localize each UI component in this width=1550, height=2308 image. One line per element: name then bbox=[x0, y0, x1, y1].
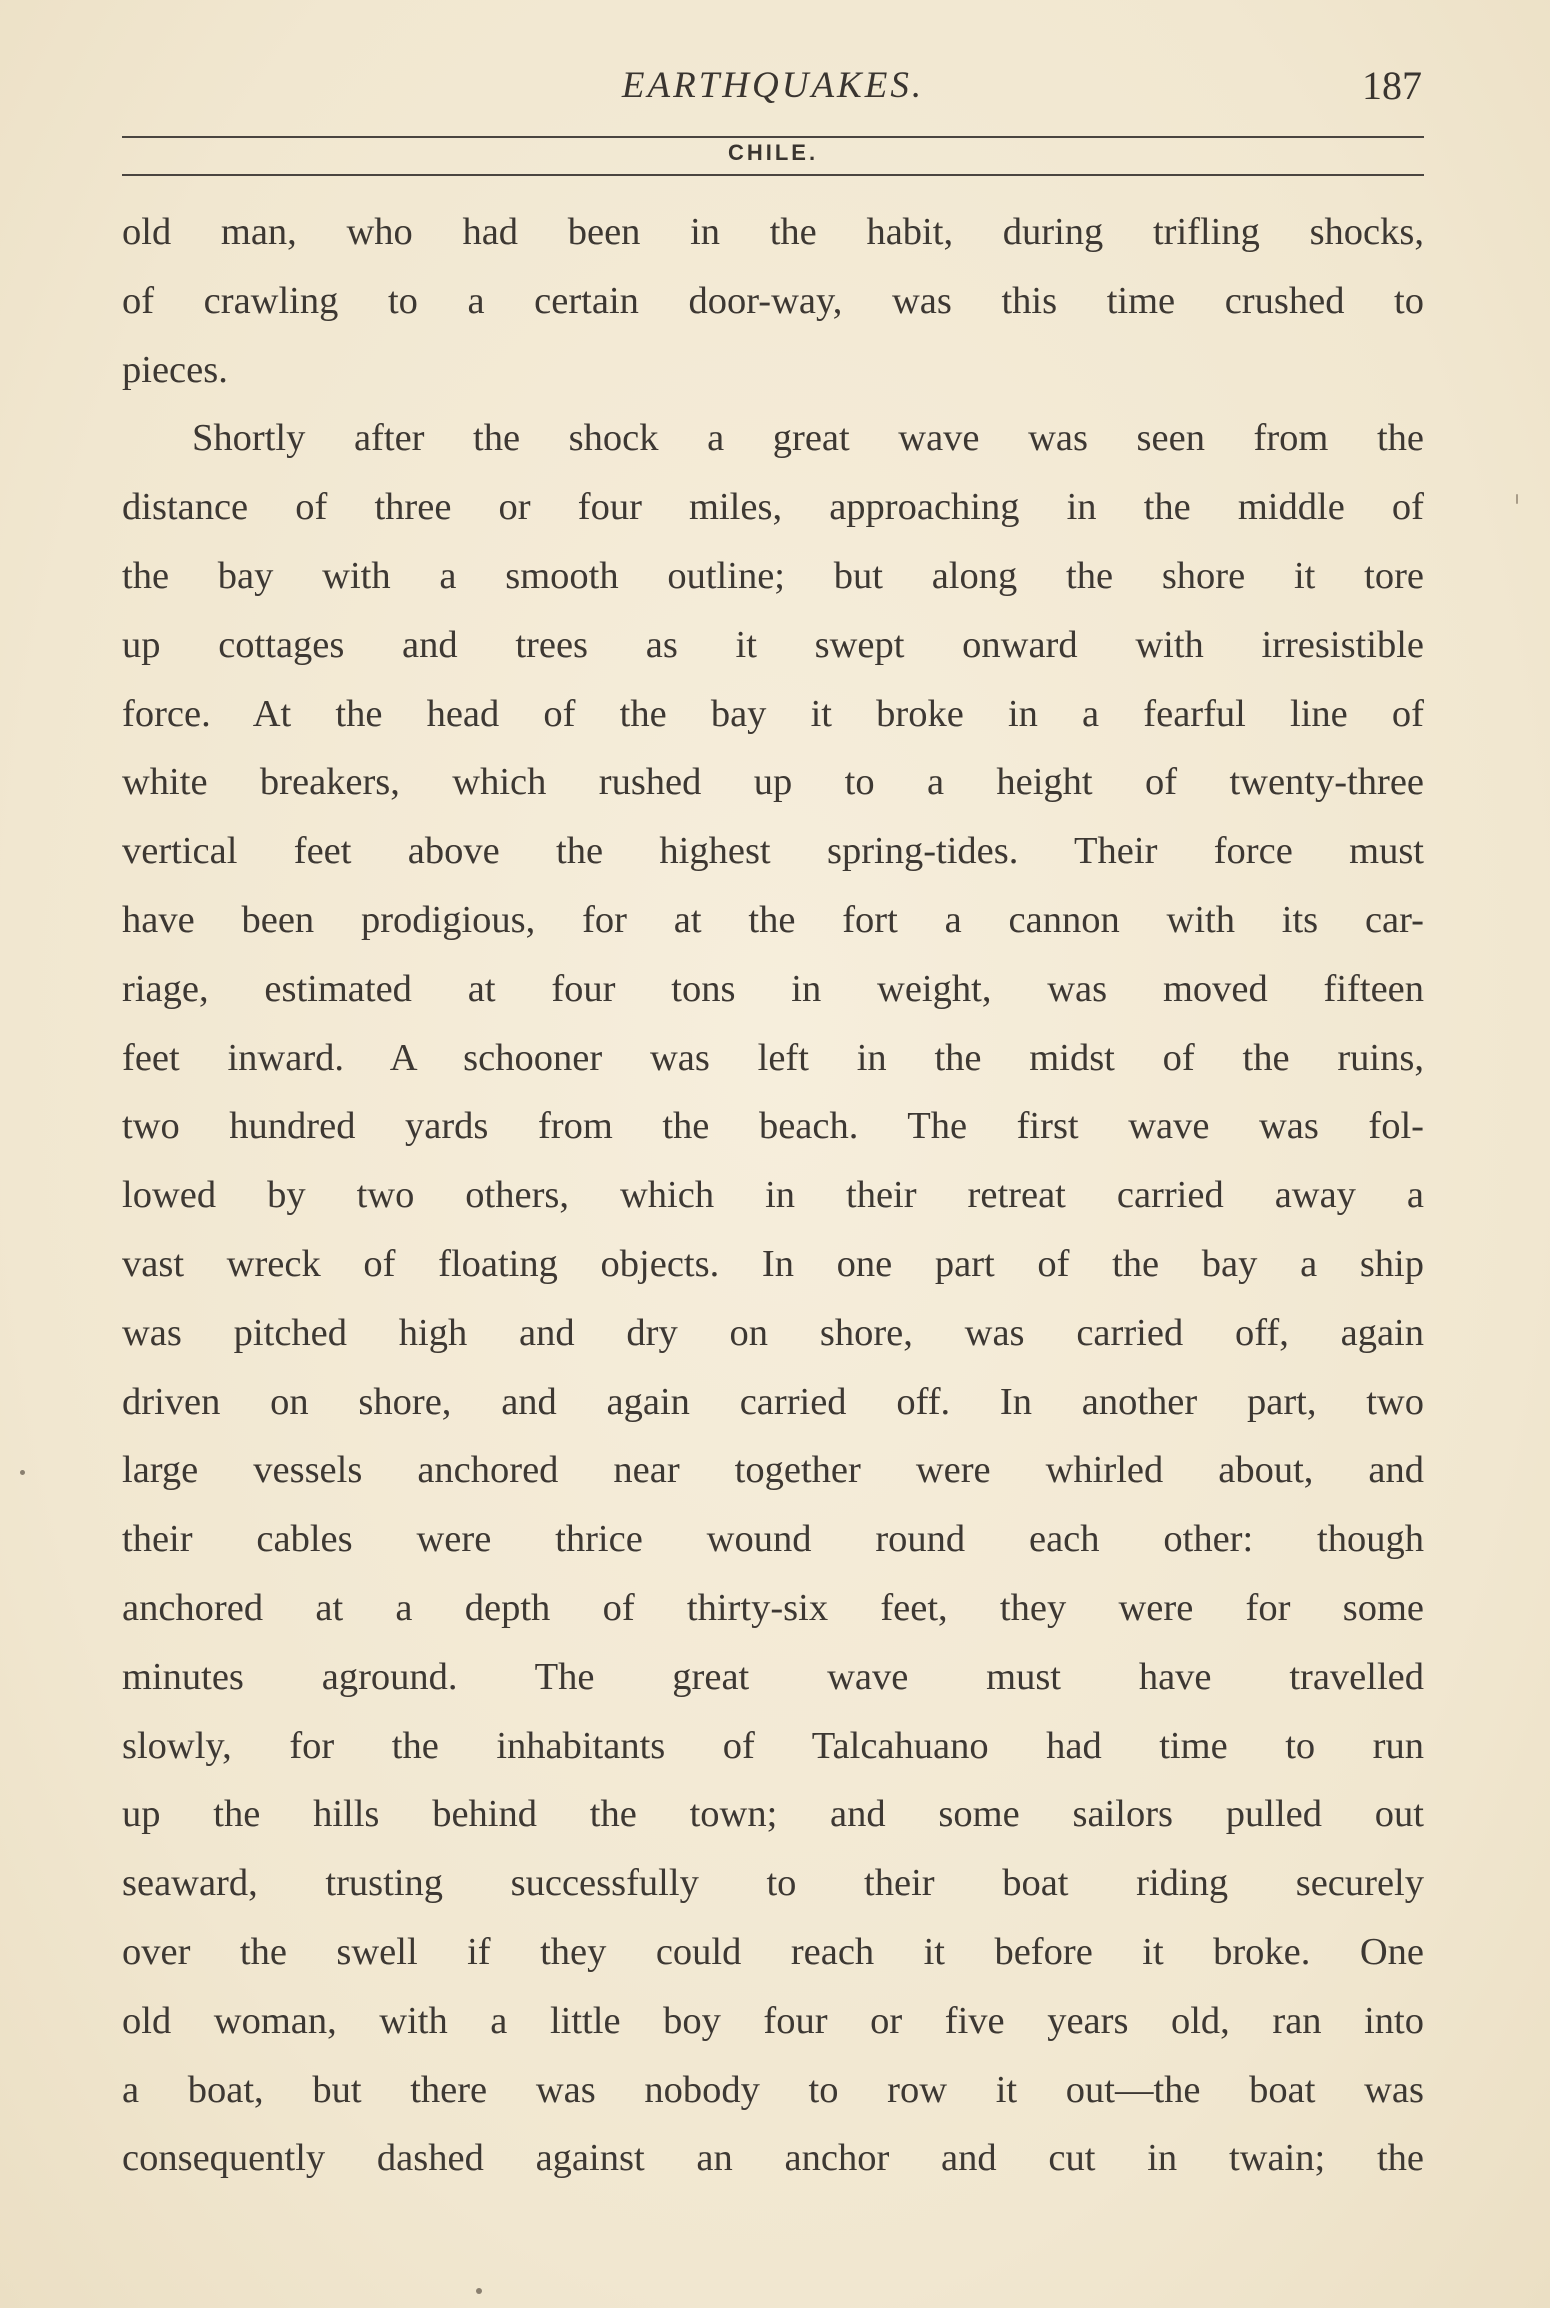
text-line: up the hills behind the town; and some sailors pulled out bbox=[122, 1793, 1424, 1836]
text-line: two hundred yards from the beach. The first wave was fol- bbox=[122, 1105, 1424, 1148]
text-line: Shortly after the shock a great wave was seen from the bbox=[192, 417, 1424, 460]
text-line: of crawling to a certain door-way, was this time crushed to bbox=[122, 279, 1424, 322]
text-line: old woman, with a little boy four or five years old, ran into bbox=[122, 1999, 1424, 2042]
text-line: lowed by two others, which in their retreat carried away a bbox=[122, 1174, 1424, 1217]
text-line: force. At the head of the bay it broke in a fearful line of bbox=[122, 692, 1424, 735]
section-rule bbox=[122, 174, 1424, 176]
text-line: riage, estimated at four tons in weight, was moved fifteen bbox=[122, 967, 1424, 1010]
text-line: vast wreck of floating objects. In one part of the bay a ship bbox=[122, 1242, 1424, 1285]
text-line: old man, who had been in the habit, during trifling shocks, bbox=[122, 211, 1424, 253]
text-line: vertical feet above the highest spring-tides. Their force must bbox=[122, 830, 1424, 873]
text-line: up cottages and trees as it swept onward with irresistible bbox=[122, 623, 1424, 666]
paper-speck bbox=[20, 1470, 25, 1475]
running-title: EARTHQUAKES. bbox=[621, 65, 925, 106]
text-line: large vessels anchored near together were whirled about, and bbox=[122, 1449, 1424, 1492]
text-line: seaward, trusting successfully to their boat riding securely bbox=[122, 1862, 1424, 1905]
text-line: a boat, but there was nobody to row it out—the boat was bbox=[122, 2068, 1424, 2111]
text-line: the bay with a smooth outline; but along the shore it tore bbox=[122, 554, 1424, 597]
text-line: minutes aground. The great wave must have travelled bbox=[122, 1655, 1424, 1698]
section-title: CHILE. bbox=[727, 140, 819, 165]
text-line: distance of three or four miles, approaching in the middle of bbox=[122, 486, 1424, 529]
header-rule bbox=[122, 136, 1424, 138]
page-header bbox=[122, 60, 1424, 120]
paper-speck bbox=[476, 2288, 482, 2294]
text-line: driven on shore, and again carried off. In another part, two bbox=[122, 1380, 1424, 1423]
text-line: white breakers, which rushed up to a height of twenty-three bbox=[122, 761, 1424, 804]
text-line: anchored at a depth of thirty-six feet, they were for some bbox=[122, 1586, 1424, 1629]
text-line: have been prodigious, for at the fort a cannon with its car- bbox=[122, 898, 1424, 941]
text-line: feet inward. A schooner was left in the midst of the ruins, bbox=[122, 1036, 1424, 1079]
body-text bbox=[122, 198, 1424, 2193]
text-line: was pitched high and dry on shore, was carried off, again bbox=[122, 1311, 1424, 1354]
paper-speck bbox=[1516, 494, 1518, 504]
text-line: their cables were thrice wound round each other: though bbox=[122, 1518, 1424, 1561]
text-line: consequently dashed against an anchor and cut in twain; the bbox=[122, 2137, 1424, 2180]
page-number: 187 bbox=[1362, 63, 1422, 108]
text-line: slowly, for the inhabitants of Talcahuano had time to run bbox=[122, 1724, 1424, 1767]
text-line: pieces. bbox=[122, 348, 228, 391]
text-line: over the swell if they could reach it before it broke. One bbox=[122, 1930, 1424, 1973]
